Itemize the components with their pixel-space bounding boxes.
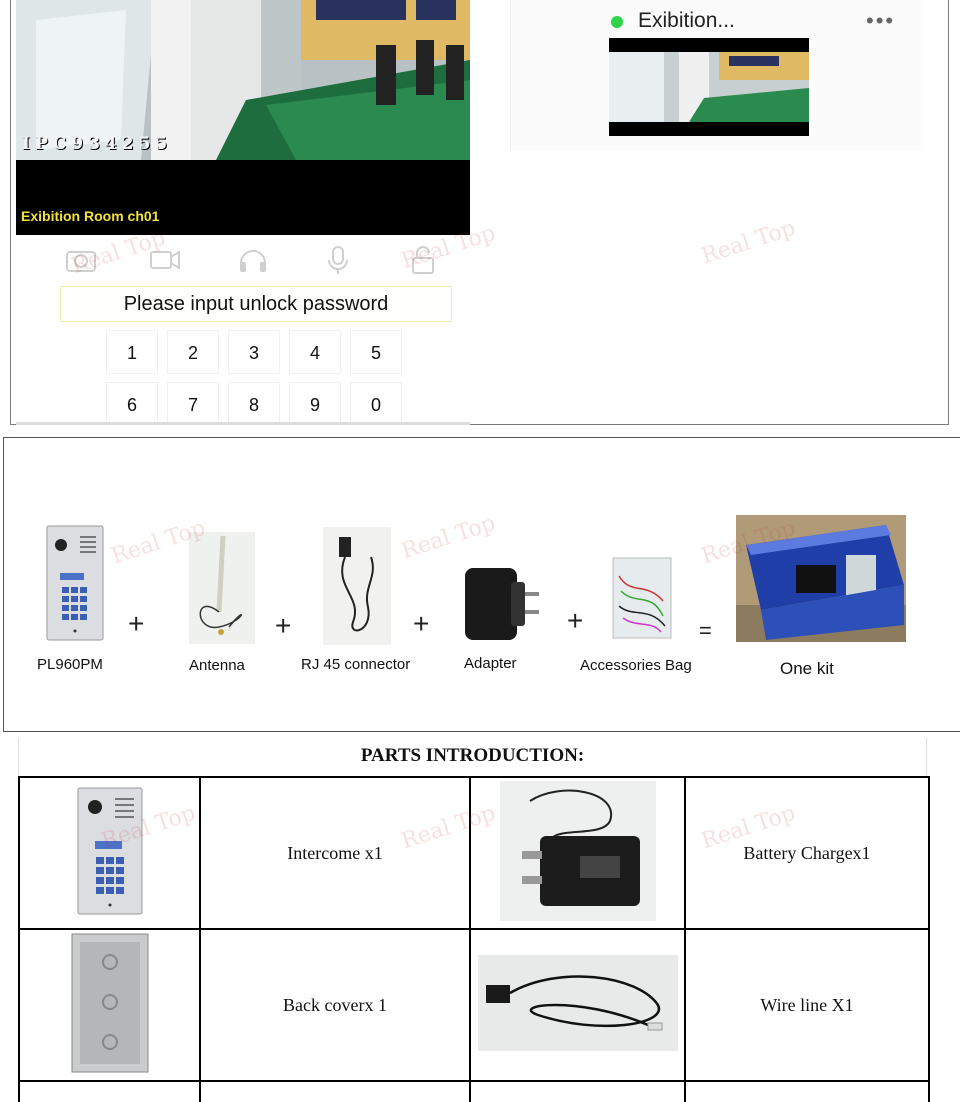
battery-charger-image xyxy=(500,781,656,921)
accessories-bag-image xyxy=(611,556,673,640)
rj45-connector-image xyxy=(323,527,391,645)
kit-item-label: Accessories Bag xyxy=(580,657,692,674)
watermark: Real Top xyxy=(398,800,499,855)
watermark: Real Top xyxy=(698,800,799,855)
device-name[interactable]: Exibition... xyxy=(638,9,735,32)
camera-channel-name: Exibition Room ch01 xyxy=(21,208,160,224)
unlock-password-input[interactable]: Please input unlock password xyxy=(60,286,452,322)
camera-live-view[interactable] xyxy=(16,0,470,235)
adapter-image xyxy=(463,564,543,644)
back-cover-image xyxy=(70,932,150,1074)
keypad-key-4[interactable]: 4 xyxy=(289,330,341,374)
plus-sign: + xyxy=(413,608,430,639)
device-preview-image xyxy=(609,38,809,136)
keypad-key-3[interactable]: 3 xyxy=(228,330,280,374)
part-name-cell: Battery Chargex1 xyxy=(685,777,929,929)
table-cell xyxy=(19,1081,200,1102)
video-icon[interactable] xyxy=(148,243,182,277)
table-cell xyxy=(470,929,685,1081)
part-name-cell: Back coverx 1 xyxy=(200,929,470,1081)
table-cell xyxy=(19,777,200,929)
plus-sign: + xyxy=(567,605,584,636)
control-toolbar xyxy=(16,235,470,285)
headset-icon[interactable] xyxy=(236,243,270,277)
plus-sign: + xyxy=(128,608,145,639)
camera-icon[interactable] xyxy=(64,243,98,277)
table-row xyxy=(19,1081,929,1102)
plus-sign: + xyxy=(275,610,292,641)
device-preview-thumbnail[interactable] xyxy=(609,38,809,136)
kit-item-label: RJ 45 connector xyxy=(301,656,411,673)
kit-item-label: Adapter xyxy=(464,655,517,672)
online-status-icon xyxy=(611,16,623,28)
watermark: Real Top xyxy=(98,800,199,855)
keypad-key-0[interactable]: 0 xyxy=(350,382,402,425)
keypad-key-8[interactable]: 8 xyxy=(228,382,280,425)
table-row xyxy=(19,777,929,929)
keypad-key-2[interactable]: 2 xyxy=(167,330,219,374)
one-kit-box-image xyxy=(736,515,906,642)
kit-item-label: PL960PM xyxy=(37,656,103,673)
camera-frame-image xyxy=(16,0,470,235)
wire-line-image xyxy=(478,955,678,1051)
kit-result-label: One kit xyxy=(780,659,834,678)
keypad-key-5[interactable]: 5 xyxy=(350,330,402,374)
keypad-key-6[interactable]: 6 xyxy=(106,382,158,425)
more-dots-icon[interactable]: ••• xyxy=(866,8,896,33)
parts-introduction-title: PARTS INTRODUCTION: xyxy=(18,738,927,776)
table-cell xyxy=(470,1081,685,1102)
phone-screen xyxy=(16,0,470,425)
part-name-cell: Wire line X1 xyxy=(685,929,929,1081)
intercom-image xyxy=(77,787,143,915)
part-name-cell: Intercome x1 xyxy=(200,777,470,929)
parts-table xyxy=(18,776,930,1102)
phone-bottom-edge xyxy=(16,422,470,425)
keypad-key-9[interactable]: 9 xyxy=(289,382,341,425)
table-cell xyxy=(470,777,685,929)
keypad-key-1[interactable]: 1 xyxy=(106,330,158,374)
table-cell xyxy=(19,929,200,1081)
antenna-image xyxy=(189,532,255,644)
pl960pm-device-image xyxy=(46,525,104,641)
kit-item-label: Antenna xyxy=(189,657,245,674)
table-cell xyxy=(200,1081,470,1102)
keypad-key-7[interactable]: 7 xyxy=(167,382,219,425)
table-row xyxy=(19,929,929,1081)
unlock-icon[interactable] xyxy=(406,243,440,277)
camera-osd-id: IPC934255 xyxy=(22,134,173,154)
equals-sign: = xyxy=(699,618,712,643)
microphone-icon[interactable] xyxy=(321,243,355,277)
table-cell xyxy=(685,1081,929,1102)
